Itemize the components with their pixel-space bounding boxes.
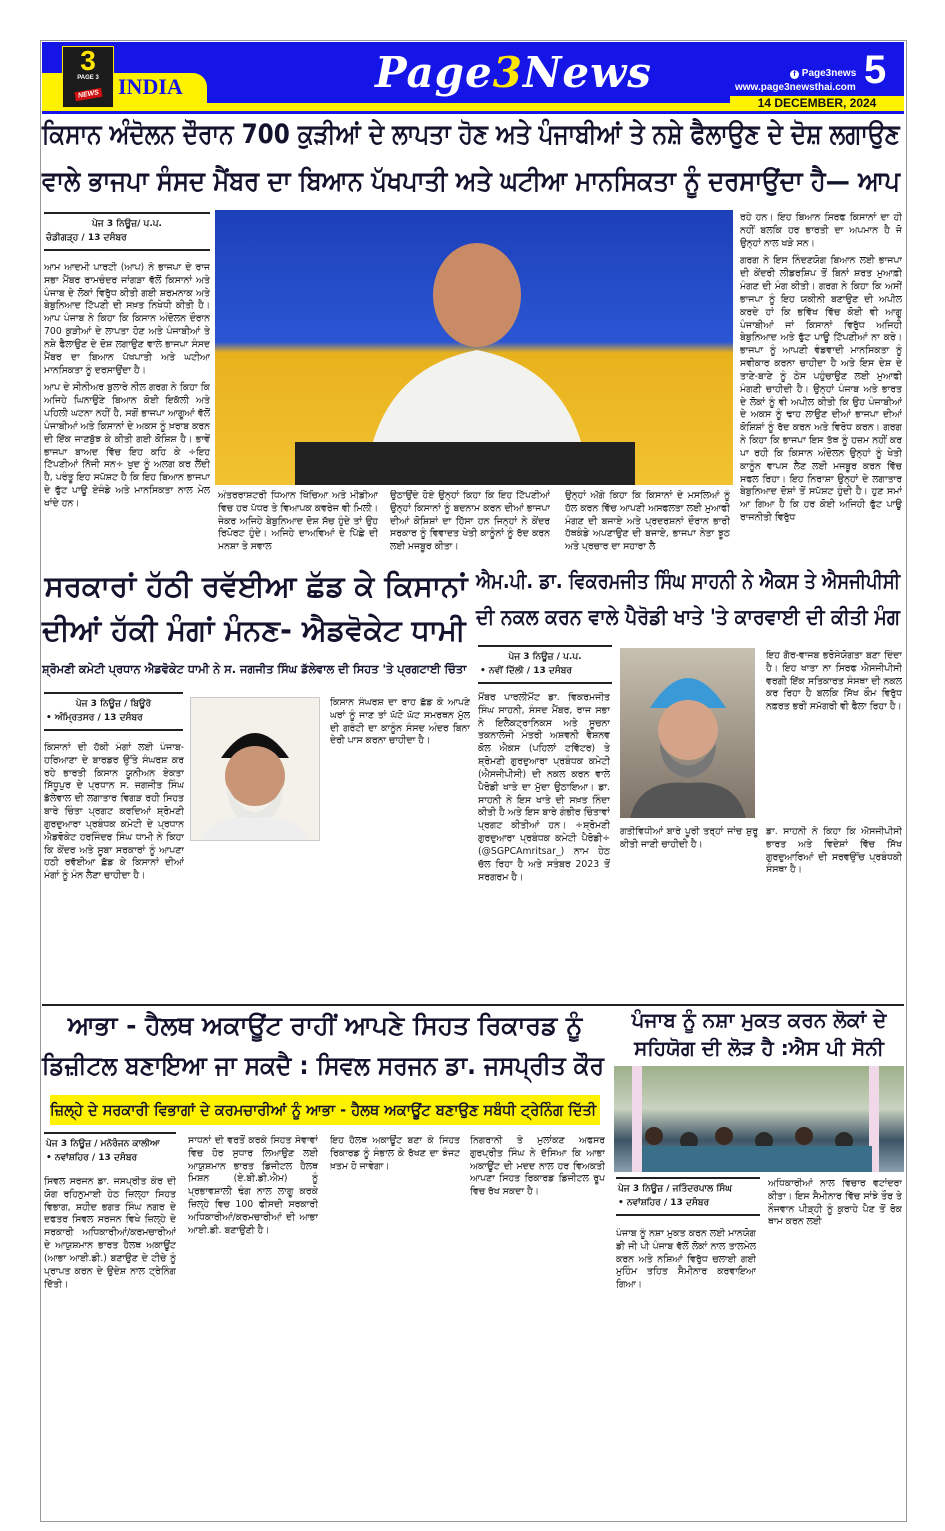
story1-column-3: ਉਠਾਉਂਦੇ ਹੋਏ ਉਨ੍ਹਾਂ ਕਿਹਾ ਕਿ ਇਹ ਟਿੱਪਣੀਆਂ ਉਨ੍ਹਾਂ ਕਿਸਾਨਾਂ ਨੂੰ ਬਦਨਾਮ ਕਰਨ ਦੀਆਂ ਭਾਜਪਾ ਦੀਆਂ ਕੋਸ਼ਿਸ਼ਾਂ ਦਾ ਹਿੱਸਾ ਹਨ ਜਿਨ੍ਹਾਂ ਨੇ ਕੇਂਦਰ ਸਰਕਾਰ ਨੂੰ ਵਿਵਾਦਤ ਖੇਤੀ ਕਾਨੂੰਨਾਂ ਨੂੰ ਰੱਦ ਕਰਨ ਲਈ ਮਜਬੂਰ ਕੀਤਾ।: [390, 490, 550, 553]
story1-headline-line2: ਵਾਲੇ ਭਾਜਪਾ ਸੰਸਦ ਮੈਂਬਰ ਦਾ ਬਿਆਨ ਪੱਖਪਾਤੀ ਅਤੇ ਘਟੀਆ ਮਾਨਸਿਕਤਾ ਨੂੰ ਦਰਸਾਉਂਦਾ ਹੈ— ਆਪ: [42, 166, 900, 197]
issue-date: 14 DECEMBER, 2024: [730, 96, 904, 111]
story3-headline-line2: ਦੀ ਨਕਲ ਕਰਨ ਵਾਲੇ ਪੈਰੋਡੀ ਖਾਤੇ 'ਤੇ ਕਾਰਵਾਈ ਦੀ ਕੀਤੀ ਮੰਗ: [476, 605, 901, 629]
page3-logo: 3 PAGE 3 NEWS: [62, 46, 114, 108]
story3-photo-vikramjit-sahni: [620, 648, 755, 818]
story4-column-3: ਇਹ ਹੈਲਥ ਅਕਾਊਂਟ ਬਣਾ ਕੇ ਸਿਹਤ ਰਿਕਾਰਡ ਨੂੰ ਸੰਭਾਲ ਕੇ ਰੱਖਣ ਦਾ ਝੰਜਟ ਖ਼ਤਮ ਹੋ ਜਾਵੇਗਾ।: [330, 1135, 460, 1172]
story3-column-3: ਗਤੀਵਿਧੀਆਂ ਬਾਰੇ ਪੂਰੀ ਤਰ੍ਹਾਂ ਜਾਂਚ ਸ਼ੁਰੂ ਕੀਤੀ ਜਾਣੀ ਚਾਹੀਦੀ ਹੈ।: [620, 826, 758, 850]
story1-column-4: ਉਨ੍ਹਾਂ ਅੱਗੇ ਕਿਹਾ ਕਿ ਕਿਸਾਨਾਂ ਦੇ ਮਸਲਿਆਂ ਨੂੰ ਹੱਲ ਕਰਨ ਵਿੱਚ ਆਪਣੀ ਅਸਫਲਤਾ ਲਈ ਮੁਆਫੀ ਮੰਗਣ ਦੀ ਬਜਾਏ ਅਤੇ ਪ੍ਰਦਰਸ਼ਨਾਂ ਦੌਰਾਨ ਭਾਰੀ ਹੱਥਕੰਡੇ ਅਪਣਾਉਣ ਦੀ ਬਜਾਏ, ਭਾਜਪਾ ਨੇਤਾ ਝੂਠ ਅਤੇ ਪ੍ਰਚਾਰ ਦਾ ਸਹਾਰਾ ਲੈ: [565, 490, 730, 553]
story5-headline-line2: ਸਹਿਯੋਗ ਦੀ ਲੋੜ ਹੈ :ਐਸ ਪੀ ਸੋਨੀ: [634, 1036, 884, 1060]
story5-column-2: ਅਧਿਕਾਰੀਆਂ ਨਾਲ ਵਿਚਾਰ ਵਟਾਂਦਰਾ ਕੀਤਾ। ਇਸ ਸੈਮੀਨਾਰ ਵਿੱਚ ਸਾਂਝੇ ਤੌਰ ਤੇ ਨੌਜਵਾਨ ਪੀੜ੍ਹੀ ਨੂੰ ਕੁਰਾਹੇ ਪੈਣ ਤੋਂ ਰੋਕ ਥਾਮ ਕਰਨ ਲਈ: [768, 1178, 902, 1228]
story5-column-1: ਪੰਜਾਬ ਨੂੰ ਨਸ਼ਾ ਮੁਕਤ ਕਰਨ ਲਈ ਮਾਨਯੋਗ ਡੀ ਜੀ ਪੀ ਪੰਜਾਬ ਵੱਲੋਂ ਲੋਕਾਂ ਨਾਲ ਤਾਲਮੇਲ ਕਰਨ ਅਤੇ ਨਸ਼ਿਆਂ ਵਿਰੁੱਧ ਚਲਾਈ ਗਈ ਮੁਹਿੰਮ ਤਹਿਤ ਸੈਮੀਨਾਰ ਕਰਵਾਇਆ ਗਿਆ।: [616, 1228, 756, 1291]
page-number: 5: [864, 48, 887, 92]
website: www.page3newsthai.com: [735, 82, 856, 93]
story2-column-1: ਕਿਸਾਨਾਂ ਦੀ ਹੱਕੀ ਮੰਗਾਂ ਲਈ ਪੰਜਾਬ-ਹਰਿਆਣਾ ਦੇ ਬਾਰਡਰ ਉੱਤੇ ਸੰਘਰਸ਼ ਕਰ ਰਹੇ ਭਾਰਤੀ ਕਿਸਾਨ ਯੂਨੀਅਨ ਏਕਤਾ ਸਿੱਧੂਪੁਰ ਦੇ ਪ੍ਰਧਾਨ ਸ. ਜਗਜੀਤ ਸਿੰਘ ਡੱਲੇਵਾਲ ਦੀ ਲਗਾਤਾਰ ਵਿਗੜ ਰਹੀ ਸਿਹਤ ਬਾਰੇ ਚਿੰਤਾ ਪ੍ਰਗਟ ਕਰਦਿਆਂ ਸ਼੍ਰੋਮਣੀ ਗੁਰਦੁਆਰਾ ਪ੍ਰਬੰਧਕ ਕਮੇਟੀ ਦੇ ਪ੍ਰਧਾਨ ਐਡਵੋਕੇਟ ਹਰਜਿੰਦਰ ਸਿੰਘ ਧਾਮੀ ਨੇ ਕਿਹਾ ਕਿ ਕੇਂਦਰ ਅਤੇ ਸੂਬਾ ਸਰਕਾਰਾਂ ਨੂੰ ਆਪਣਾ ਹਠੀ ਰਵੱਈਆ ਛੱਡ ਕੇ ਕਿਸਾਨਾਂ ਦੀਆਂ ਮੰਗਾਂ ਨੂੰ ਮੰਨ ਲੈਣਾ ਚਾਹੀਦਾ ਹੈ।: [44, 742, 184, 882]
story2-headline-line1: ਸਰਕਾਰਾਂ ਹੱਠੀ ਰਵੱਈਆ ਛੱਡ ਕੇ ਕਿਸਾਨਾਂ: [44, 569, 468, 603]
story1-column-5: ਰਹੇ ਹਨ। ਇਹ ਬਿਆਨ ਸਿਰਫ ਕਿਸਾਨਾਂ ਦਾ ਹੀ ਨਹੀਂ ਬਲਕਿ ਹਰ ਭਾਰਤੀ ਦਾ ਅਪਮਾਨ ਹੈ ਜੋ ਉਨ੍ਹਾਂ ਨਾਲ ਖੜੇ ਸਨ। ਗਰਗ ਨੇ ਇਸ ਨਿੰਦਣਯੋਗ ਬਿਆਨ ਲਈ ਭਾਜਪਾ ਦੀ ਕੇਂਦਰੀ ਲੀਡਰਸ਼ਿਪ ਤੋਂ ਬਿਨਾਂ ਸ਼ਰਤ ਮੁਆਫ਼ੀ ਮੰਗਣ ਦੀ ਮੰਗ ਕੀਤੀ। ਗਰਗ ਨੇ ਕਿਹਾ ਕਿ ਅਸੀਂ ਭਾਜਪਾ ਨੂੰ ਇਹ ਯਕੀਨੀ ਬਣਾਉਣ ਦੀ ਅਪੀਲ ਕਰਦੇ ਹਾਂ ਕਿ ਭਵਿੱਖ ਵਿੱਚ ਕੋਈ ਵੀ ਆਗੂ ਪੰਜਾਬੀਆਂ ਜਾਂ ਕਿਸਾਨਾਂ ਵਿਰੁੱਧ ਅਜਿਹੀ ਬੇਬੁਨਿਆਦ ਅਤੇ ਫੁੱਟ ਪਾਊ ਟਿੱਪਣੀਆਂ ਨਾ ਕਰੇ। ਭਾਜਪਾ ਨੂੰ ਆਪਣੀ ਵੰਡਵਾਦੀ ਮਾਨਸਿਕਤਾ ਨੂੰ ਸਵੀਕਾਰ ਕਰਨਾ ਚਾਹੀਦਾ ਹੈ ਅਤੇ ਇਸ ਦੇਸ਼ ਦੇ ਤਾਣੇ-ਬਾਣੇ ਨੂੰ ਠੇਸ ਪਹੁੰਚਾਉਣ ਲਈ ਮੁਆਫੀ ਮੰਗਣੀ ਚਾਹੀਦੀ ਹੈ। ਉਨ੍ਹਾਂ ਪੰਜਾਬ ਅਤੇ ਭਾਰਤ ਦੇ ਲੋਕਾਂ ਨੂੰ ਵੀ ਅਪੀਲ ਕੀਤੀ ਕਿ ਉਹ ਪੰਜਾਬੀਆਂ ਦੇ ਅਕਸ ਨੂੰ ਢਾਹ ਲਾਉਣ ਦੀਆਂ ਭਾਜਪਾ ਦੀਆਂ ਕੋਸ਼ਿਸ਼ਾਂ ਨੂੰ ਰੱਦ ਕਰਨ ਅਤੇ ਵਿਰੋਧ ਕਰਨ। ਗਰਗ ਨੇ ਕਿਹਾ ਕਿ ਭਾਜਪਾ ਇਸ ਤੱਥ ਨੂੰ ਹਜ਼ਮ ਨਹੀਂ ਕਰ ਪਾ ਰਹੀ ਕਿ ਕਿਸਾਨ ਅੰਦੋਲਨ ਉਨ੍ਹਾਂ ਨੂੰ ਖੇਤੀ ਕਾਨੂੰਨ ਵਾਪਸ ਲੈਣ ਲਈ ਮਜਬੂਰ ਕਰਨ ਵਿੱਚ ਸਫਲ ਰਿਹਾ। ਇਹ ਨਿਰਾਸ਼ਾ ਉਨ੍ਹਾਂ ਦੇ ਲਗਾਤਾਰ ਬੇਬੁਨਿਆਦ ਦੋਸ਼ਾਂ ਤੋਂ ਸਪੱਸ਼ਟ ਹੁੰਦੀ ਹੈ। ਹੁਣ ਸਮਾਂ ਆ ਗਿਆ ਹੈ ਕਿ ਹਰ ਕੋਈ ਅਜਿਹੀ ਫੁੱਟ ਪਾਊ ਰਾਜਨੀਤੀ ਵਿਰੁੱਧ: [740, 212, 902, 524]
story4-column-4: ਨਿਗਰਾਨੀ ਤੇ ਮੁਲਾਂਕਣ ਅਫਸਰ ਗੁਰਪ੍ਰੀਤ ਸਿੰਘ ਨੇ ਦੱਸਿਆ ਕਿ ਆਭਾ ਅਕਾਊਂਟ ਦੀ ਮਦਦ ਨਾਲ ਹਰ ਵਿਅਕਤੀ ਆਪਣਾ ਸਿਹਤ ਰਿਕਾਰਡ ਡਿਜੀਟਲ ਰੂਪ ਵਿਚ ਰੱਖ ਸਕਦਾ ਹੈ।: [470, 1135, 605, 1198]
story5-byline: ਪੇਜ 3 ਨਿਊਜ਼ / ਜਤਿੰਦਰਪਾਲ ਸਿੰਘ • ਨਵਾਂਸ਼ਹਿਰ / 13 ਦਸੰਬਰ: [616, 1177, 760, 1216]
story5-headline-line1: ਪੰਜਾਬ ਨੂੰ ਨਸ਼ਾ ਮੁਕਤ ਕਰਨ ਲੋਕਾਂ ਦੇ: [631, 1008, 887, 1032]
story3-column-1: ਮੈਂਬਰ ਪਾਰਲੀਮੈਂਟ ਡਾ. ਵਿਕਰਮਜੀਤ ਸਿੰਘ ਸਾਹਨੀ, ਸੰਸਦ ਮੈਂਬਰ, ਰਾਜ ਸਭਾ ਨੇ ਇਲੈਕਟ੍ਰਾਨਿਕਸ ਅਤੇ ਸੂਚਨਾ ਤਕਨਾਲੋਜੀ ਮੰਤਰੀ ਅਸ਼ਵਨੀ ਵੈਸ਼ਨਵ ਕੋਲ ਐਕਸ (ਪਹਿਲਾਂ ਟਵਿੱਟਰ) ਤੇ ਸ਼੍ਰੋਮਣੀ ਗੁਰਦੁਆਰਾ ਪ੍ਰਬੰਧਕ ਕਮੇਟੀ (ਐਸਜੀਪੀਸੀ) ਦੀ ਨਕਲ ਕਰਨ ਵਾਲੇ ਪੈਰੋਡੀ ਖਾਤੇ ਦਾ ਮੁੱਦਾ ਉਠਾਇਆ। ਡਾ. ਸਾਹਨੀ ਨੇ ਇਸ ਖਾਤੇ ਦੀ ਸਖ਼ਤ ਨਿੰਦਾ ਕੀਤੀ ਹੈ ਅਤੇ ਇਸ ਬਾਰੇ ਗੰਭੀਰ ਚਿੰਤਾਵਾਂ ਪ੍ਰਗਟ ਕੀਤੀਆਂ ਹਨ। ÷ਸ਼੍ਰੋਮਣੀ ਗੁਰਦੁਆਰਾ ਪ੍ਰਬੰਧਕ ਕਮੇਟੀ ਪੈਰੋਡੀ÷ (@SGPCAmritsar_) ਨਾਮ ਹੇਠ ਚੱਲ ਰਿਹਾ ਹੈ ਅਤੇ ਸਤੰਬਰ 2023 ਤੋਂ ਸਰਗਰਮ ਹੈ।: [478, 692, 610, 883]
section-divider: [42, 1004, 904, 1006]
story4-column-2: ਸਾਧਨਾਂ ਦੀ ਵਰਤੋਂ ਕਰਕੇ ਸਿਹਤ ਸੇਵਾਵਾਂ ਵਿਚ ਹੋਰ ਸੁਧਾਰ ਲਿਆਉਣ ਲਈ ਆਯੁਸ਼ਮਾਨ ਭਾਰਤ ਡਿਜੀਟਲ ਹੈਲਥ ਮਿਸ਼ਨ (ਏ.ਬੀ.ਡੀ.ਐਮ) ਨੂੰ ਪ੍ਰਭਾਵਸ਼ਾਲੀ ਢੰਗ ਨਾਲ ਲਾਗੂ ਕਰਕੇ ਜ਼ਿਲ੍ਹੇ ਵਿਚ 100 ਫੀਸਦੀ ਸਰਕਾਰੀ ਅਧਿਕਾਰੀਆਂ/ਕਰਮਚਾਰੀਆਂ ਦੀ ਆਭਾ ਆਈ.ਡੀ. ਬਣਾਉਣੀ ਹੈ।: [188, 1135, 318, 1236]
edition-label: INDIA: [118, 74, 183, 99]
facebook-handle: f Page3news: [790, 68, 856, 79]
story1-column-2: ਅੰਤਰਰਾਸ਼ਟਰੀ ਧਿਆਨ ਖਿੱਚਿਆ ਅਤੇ ਮੀਡੀਆ ਵਿਚ ਹਰ ਪੱਧਰ ਤੇ ਵਿਆਪਕ ਕਵਰੇਜ ਵੀ ਮਿਲੀ। ਜੇਕਰ ਅਜਿਹੇ ਬੇਬੁਨਿਆਦ ਦੋਸ਼ ਸੱਚ ਹੁੰਦੇ ਤਾਂ ਉਹ ਰਿਪੋਰਟ ਹੁੰਦੇ। ਅਜਿਹੇ ਦਾਅਵਿਆਂ ਦੇ ਪਿੱਛੇ ਦੀ ਮਨਸ਼ਾ ਤੇ ਸਵਾਲ: [218, 490, 378, 553]
story2-photo-advocate-dhami: [190, 697, 320, 841]
newspaper-title: Page3News: [375, 48, 652, 97]
story2-column-2: [188, 845, 318, 965]
story3-byline: ਪੇਜ 3 ਨਿਊਜ਼ / ਪ.ਪ. • ਨਵੀਂ ਦਿੱਲੀ / 13 ਦਸੰਬਰ: [478, 645, 612, 684]
audience-scene: [614, 1066, 904, 1172]
story1-photo-aap-press-conference: [215, 210, 733, 485]
story4-byline: ਪੇਜ 3 ਨਿਊਜ਼ / ਮਨੋਰੰਜਨ ਕਾਲੀਆ • ਨਵਾਂਸ਼ਹਿਰ / 13 ਦਸੰਬਰ: [44, 1132, 176, 1169]
story4-column-1: ਸਿਵਲ ਸਰਜਨ ਡਾ. ਜਸਪ੍ਰੀਤ ਕੌਰ ਦੀ ਯੋਗ ਰਹਿਨੁਮਾਈ ਹੇਠ ਜ਼ਿਲ੍ਹਾ ਸਿਹਤ ਵਿਭਾਗ, ਸ਼ਹੀਦ ਭਗਤ ਸਿੰਘ ਨਗਰ ਦੇ ਦਫਤਰ ਸਿਵਲ ਸਰਜਨ ਵਿਖੇ ਜ਼ਿਲ੍ਹੇ ਦੇ ਸਰਕਾਰੀ ਅਧਿਕਾਰੀਆਂ/ਕਰਮਚਾਰੀਆਂ ਦੇ ਆਯੁਸ਼ਮਾਨ ਭਾਰਤ ਹੈਲਥ ਅਕਾਊਂਟ (ਆਭਾ ਆਈ.ਡੀ.) ਬਣਾਉਣ ਦੇ ਟੀਚੇ ਨੂੰ ਪ੍ਰਾਪਤ ਕਰਨ ਦੇ ਉਦੇਸ਼ ਨਾਲ ਟ੍ਰੇਨਿੰਗ ਦਿੱਤੀ।: [44, 1176, 176, 1290]
story5-photo-seminar: [614, 1066, 904, 1172]
facebook-icon: f: [790, 70, 799, 79]
story1-column-1: ਆਮ ਆਦਮੀ ਪਾਰਟੀ (ਆਪ) ਨੇ ਭਾਜਪਾ ਦੇ ਰਾਜ ਸਭਾ ਮੈਂਬਰ ਰਾਮਚੰਦਰ ਜਾਂਗੜਾ ਵੱਲੋਂ ਕਿਸਾਨਾਂ ਅਤੇ ਪੰਜਾਬ ਦੇ ਲੋਕਾਂ ਵਿਰੁੱਧ ਕੀਤੀ ਗਈ ਸ਼ਰਮਨਾਕ ਅਤੇ ਬੇਬੁਨਿਆਦ ਟਿੱਪਣੀ ਦੀ ਸਖ਼ਤ ਨਿਖੇਧੀ ਕੀਤੀ ਹੈ। ਆਪ ਪੰਜਾਬ ਨੇ ਕਿਹਾ ਕਿ ਕਿਸਾਨ ਅੰਦੋਲਨ ਦੌਰਾਨ 700 ਕੁੜੀਆਂ ਦੇ ਲਾਪਤਾ ਹੋਣ ਅਤੇ ਪੰਜਾਬੀਆਂ ਤੇ ਨਸ਼ੇ ਫੈਲਾਉਣ ਦੇ ਦੋਸ਼ ਲਗਾਉਣ ਵਾਲੇ ਭਾਜਪਾ ਸੰਸਦ ਮੈਂਬਰ ਦਾ ਬਿਆਨ ਪੱਖਪਾਤੀ ਅਤੇ ਘਟੀਆ ਮਾਨਸਿਕਤਾ ਨੂੰ ਦਰਸਾਉਂਦਾ ਹੈ। ਆਪ ਦੇ ਸੀਨੀਅਰ ਬੁਲਾਰੇ ਨੀਲ ਗਰਗ ਨੇ ਕਿਹਾ ਕਿ ਅਜਿਹੇ ਘਿਨਾਉਣੇ ਬਿਆਨ ਕੋਈ ਇਕੱਲੀ ਅਤੇ ਪਹਿਲੀ ਘਟਨਾ ਨਹੀਂ ਹੈ, ਸਗੋਂ ਭਾਜਪਾ ਆਗੂਆਂ ਵੱਲੋਂ ਪੰਜਾਬੀਆਂ ਅਤੇ ਕਿਸਾਨਾਂ ਦੇ ਅਕਸ ਨੂੰ ਖ਼ਰਾਬ ਕਰਨ ਦੀ ਇੱਕ ਜਾਣਬੁੱਝ ਕੇ ਕੀਤੀ ਗਈ ਕੋਸ਼ਿਸ਼ ਹੈ। ਭਾਵੇਂ ਭਾਜਪਾ ਬਾਅਦ ਵਿੱਚ ਇਹ ਕਹਿ ਕੇ ÷ਇਹ ਟਿੱਪਣੀਆਂ ਨਿੱਜੀ ਸਨ÷ ਖੁਦ ਨੂੰ ਅਲਗ ਕਰ ਲੈਂਦੀ ਹੈ, ਪਰੰਤੂ ਇਹ ਸਪੱਸ਼ਟ ਹੈ ਕਿ ਇਹ ਬਿਆਨ ਭਾਜਪਾ ਦੇ ਫੁੱਟ ਪਾਊ ਏਜੰਡੇ ਅਤੇ ਮਾਨਸਿਕਤਾ ਨਾਲ ਮੇਲ ਖਾਂਦੇ ਹਨ।: [44, 262, 210, 509]
story3-column-4: ਡਾ. ਸਾਹਨੀ ਨੇ ਕਿਹਾ ਕਿ ਐਸਜੀਪੀਸੀ ਭਾਰਤ ਅਤੇ ਵਿਦੇਸ਼ਾਂ ਵਿੱਚ ਸਿੱਖ ਗੁਰਦੁਆਰਿਆਂ ਦੀ ਸਰਵਉੱਚ ਪ੍ਰਬੰਧਕੀ ਸੰਸਥਾ ਹੈ।: [766, 826, 902, 876]
story3-column-2: ਇਹ ਗੈਰ-ਵਾਜਬ ਭਰੋਸੇਯੋਗਤਾ ਬਣਾ ਦਿੰਦਾ ਹੈ। ਇਹ ਖਾਤਾ ਨਾ ਸਿਰਫ ਐਸਜੀਪੀਸੀ ਵਰਗੀ ਇੱਕ ਸਤਿਕਾਰਤ ਸੰਸਥਾ ਦੀ ਨਕਲ ਕਰ ਰਿਹਾ ਹੈ ਬਲਕਿ ਸਿੱਖ ਕੌਮ ਵਿਰੁੱਧ ਨਫ਼ਰਤ ਭਰੀ ਸਮੱਗਰੀ ਵੀ ਫੈਲਾ ਰਿਹਾ ਹੈ।: [766, 650, 902, 713]
story4-strapline: ਜ਼ਿਲ੍ਹੇ ਦੇ ਸਰਕਾਰੀ ਵਿਭਾਗਾਂ ਦੇ ਕਰਮਚਾਰੀਆਂ ਨੂੰ ਆਭਾ - ਹੈਲਥ ਅਕਾਊਂਟ ਬਣਾਉਣ ਸਬੰਧੀ ਟ੍ਰੇਨਿੰਗ ਦਿੱਤੀ: [50, 1095, 600, 1125]
story4-headline-line1: ਆਭਾ - ਹੈਲਥ ਅਕਾਊਂਟ ਰਾਹੀਂ ਆਪਣੇ ਸਿਹਤ ਰਿਕਾਰਡ ਨੂੰ: [67, 1011, 583, 1040]
person-silhouette: [215, 210, 733, 485]
story2-subheadline: ਸ਼੍ਰੋਮਣੀ ਕਮੇਟੀ ਪ੍ਰਧਾਨ ਐਡਵੋਕੇਟ ਧਾਮੀ ਨੇ ਸ. ਜਗਜੀਤ ਸਿੰਘ ਡੱਲੇਵਾਲ ਦੀ ਸਿਹਤ 'ਤੇ ਪ੍ਰਗਟਾਈ ਚਿੰਤਾ: [42, 662, 467, 676]
story4-headline-line2: ਡਿਜ਼ੀਟਲ ਬਣਾਇਆ ਜਾ ਸਕਦੈ : ਸਿਵਲ ਸਰਜਨ ਡਾ. ਜਸਪ੍ਰੀਤ ਕੌਰ: [42, 1051, 604, 1080]
story2-headline-line2: ਦੀਆਂ ਹੱਕੀ ਮੰਗਾਂ ਮੰਨਣ- ਐਡਵੋਕੇਟ ਧਾਮੀ: [42, 613, 466, 647]
story1-byline: ਪੇਜ 3 ਨਿਊਜ਼/ ਪ.ਪ. ਚੰਡੀਗੜ੍ਹ / 13 ਦਸੰਬਰ: [44, 212, 210, 251]
story1-headline-line1: ਕਿਸਾਨ ਅੰਦੋਲਨ ਦੌਰਾਨ 700 ਕੁੜੀਆਂ ਦੇ ਲਾਪਤਾ ਹੋਣ ਅਤੇ ਪੰਜਾਬੀਆਂ ਤੇ ਨਸ਼ੇ ਫੈਲਾਉਣ ਦੇ ਦੋਸ਼ ਲਗਾਉਣ: [42, 119, 900, 150]
story2-byline: ਪੇਜ 3 ਨਿਊਜ਼ / ਬਿਊਰੋ • ਅੰਮ੍ਰਿਤਸਰ / 13 ਦਸੰਬਰ: [44, 692, 183, 731]
story2-column-3: ਕਿਸਾਨ ਸੰਘਰਸ਼ ਦਾ ਰਾਹ ਛੱਡ ਕੇ ਆਪਣੇ ਘਰਾਂ ਨੂੰ ਜਾਣ ਤਾਂ ਘੱਟੋ ਘੱਟ ਸਮਰਥਨ ਮੁੱਲ ਦੀ ਗਰੰਟੀ ਦਾ ਕਾਨੂੰਨ ਸੰਸਦ ਅੰਦਰ ਬਿਨਾ ਦੇਰੀ ਪਾਸ ਕਰਨਾ ਚਾਹੀਦਾ ਹੈ।: [330, 697, 470, 747]
story3-headline-line1: ਐਮ.ਪੀ. ਡਾ. ਵਿਕਰਮਜੀਤ ਸਿੰਘ ਸਾਹਨੀ ਨੇ ਐਕਸ ਤੇ ਐਸਜੀਪੀਸੀ: [476, 569, 901, 593]
person-portrait: [620, 648, 755, 818]
person-portrait: [191, 698, 319, 840]
